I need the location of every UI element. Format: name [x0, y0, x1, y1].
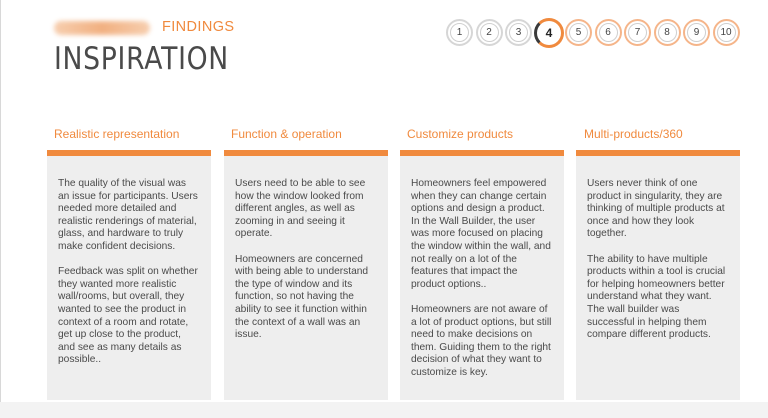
section-label: FINDINGS	[162, 19, 235, 35]
paragraph: Users need to be able to see how the window looked from different angles, as well as zooming in and seeing it operate.	[235, 178, 366, 240]
column-card-customize-products	[400, 156, 564, 400]
step-2[interactable]: 2	[476, 19, 503, 46]
step-progress	[446, 19, 746, 47]
paragraph: Homeowners feel empowered when they can change certain options and design a product. In the Wall Builder, the user was more focused on placing the window within the wall, and not really on a lot of the features that impact the product options..	[411, 178, 551, 290]
column-title-function-operation: Function & operation	[231, 127, 342, 141]
redacted-label	[54, 21, 150, 35]
step-9[interactable]: 9	[683, 19, 710, 46]
step-5[interactable]: 5	[565, 19, 592, 46]
paragraph: The ability to have multiple products within a tool is crucial for helping homeowners better understand what they want. The wall builder was successful in helping them compare different products.	[587, 253, 726, 341]
bottom-band	[0, 402, 768, 418]
paragraph: Users never think of one product in singularity, they are thinking of multiple products at once and how they look together.	[587, 178, 725, 240]
left-divider	[0, 0, 1, 418]
paragraph: The quality of the visual was an issue for participants. Users needed more detailed and realistic renderings of material, glass, and hardware to truly make confident decisions.	[58, 178, 198, 252]
step-6[interactable]: 6	[595, 19, 622, 46]
step-4-current[interactable]: 4	[534, 18, 564, 48]
paragraph: Homeowners are concerned with being able to understand the type of window and its function, so not having the ability to see it function within the context of a wall was an issue.	[235, 253, 369, 341]
paragraph: Homeowners are not aware of a lot of product options, but still need to make decisions on them. Guiding them to the right decision of what they want to customize is key.	[411, 303, 552, 378]
step-3[interactable]: 3	[505, 19, 532, 46]
column-card-multi-products-360	[576, 156, 740, 400]
column-title-multi-products-360: Multi-products/360	[584, 127, 683, 141]
page-title: INSPIRATION	[54, 41, 229, 77]
step-7[interactable]: 7	[624, 19, 651, 46]
column-title-customize-products: Customize products	[407, 127, 514, 141]
step-8[interactable]: 8	[654, 19, 681, 46]
step-1[interactable]: 1	[446, 19, 473, 46]
column-title-realistic-representation: Realistic representation	[54, 127, 180, 141]
step-10[interactable]: 10	[713, 19, 740, 46]
paragraph: Feedback was split on whether they wanted more realistic wall/rooms, but overall, they wanted to see the product in context of a room and rotate, get up close to the product, and see as many details as possible..	[58, 266, 198, 366]
column-card-realistic-representation	[47, 156, 211, 400]
column-card-function-operation	[224, 156, 388, 400]
